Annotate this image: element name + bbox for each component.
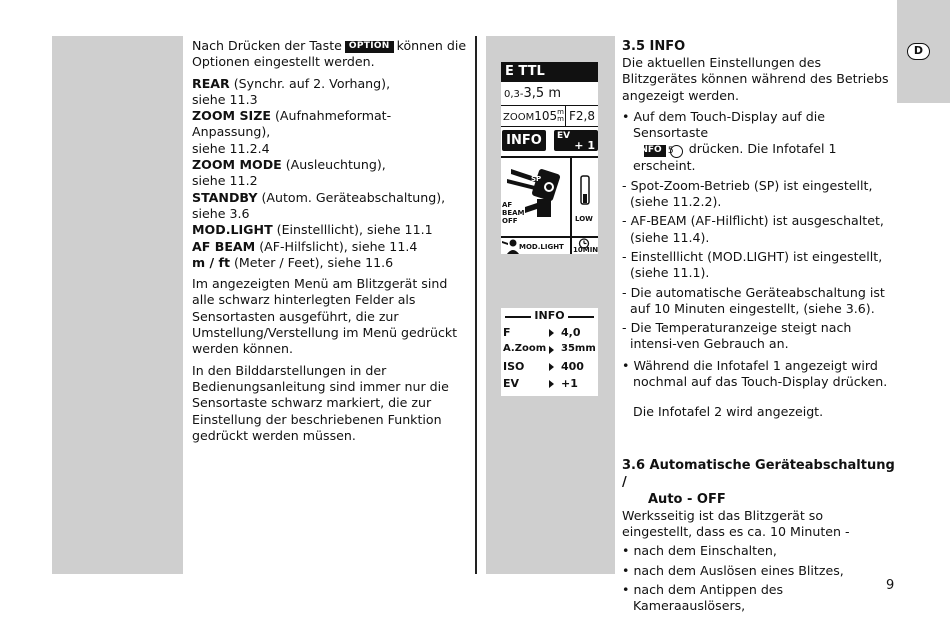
option-item: STANDBY (Autom. Geräteabschaltung), siehe 3.6 xyxy=(192,189,446,221)
right-column-text xyxy=(622,38,897,614)
info-row: A.Zoom 35mm xyxy=(503,343,596,354)
language-badge: D xyxy=(907,43,930,60)
arrow-right-icon xyxy=(549,329,554,337)
separator xyxy=(501,126,598,127)
info-panel-1 xyxy=(501,62,598,254)
dash-item: - Spot-Zoom-Betrieb (SP) ist eingestellt, (siehe 11.2.2). xyxy=(622,177,873,210)
left-column-text xyxy=(192,38,468,444)
ev-button[interactable]: EV + 1 xyxy=(554,130,598,151)
bullet-item: • nach dem Auslösen eines Blitzes, xyxy=(622,562,844,578)
section-heading-3-6: 3.6 Automatische Geräteabschaltung / Auto - OFF xyxy=(622,457,895,507)
temperature-low-label: LOW xyxy=(575,215,593,223)
circled-number-icon: 5 xyxy=(670,145,683,158)
person-light-icon xyxy=(501,238,519,254)
standby-time-label: 10MIN xyxy=(573,246,599,254)
menu-paragraph: Im angezeigten Menü am Blitzgerät sind alle schwarz hinterlegten Felder als Sensortasten ausgeführt, die zur Umstellung/Verstellung im Menü gedrückt werden können. xyxy=(192,276,458,357)
option-item: REAR (Synchr. auf 2. Vorhang), siehe 11.3 xyxy=(192,75,391,107)
separator xyxy=(565,106,566,126)
option-item: MOD.LIGHT (Einstelllicht), siehe 11.1 xyxy=(192,222,433,238)
info-row: ISO 400 xyxy=(503,360,584,373)
info-button[interactable]: INFO xyxy=(502,130,546,151)
range-readout: 0,3-3,5 m xyxy=(504,86,561,101)
info-row: EV +1 xyxy=(503,377,578,390)
section-intro: Die aktuellen Einstellungen des Blitzgerätes können während des Betriebs angezeigt werden. xyxy=(622,55,889,103)
dash-item: - Die Temperaturanzeige steigt nach intensi-ven Gebrauch an. xyxy=(622,320,852,352)
thermometer-icon xyxy=(572,158,598,208)
bullet-item: • nach dem Einschalten, xyxy=(622,543,777,559)
title-rule-right xyxy=(568,316,594,318)
info-row: F 4,0 xyxy=(503,326,581,339)
section-heading-3-5: 3.5 INFO xyxy=(622,39,686,54)
bullet-item: • Auf dem Touch-Display auf die Sensortaste INFO 5 drücken. Die Infotafel 1 erscheint. xyxy=(622,108,837,174)
arrow-right-icon xyxy=(549,380,554,388)
page-number: 9 xyxy=(886,578,895,593)
intro-paragraph: Nach Drücken der Taste OPTION können die Optionen eingestellt werden. xyxy=(192,38,467,70)
column-divider xyxy=(475,36,477,574)
dash-item: - Einstelllicht (MOD.LIGHT) ist eingestellt, (siehe 11.1). xyxy=(622,248,883,281)
info-panel-2 xyxy=(501,308,598,396)
dash-item: - AF-BEAM (AF-Hilflicht) ist ausgeschaltet, (siehe 11.4). xyxy=(622,213,884,245)
af-beam-label: AF BEAM OFF xyxy=(502,201,525,225)
bullet-item: • Während die Infotafel 1 angezeigt wird nochmal auf das Touch-Display drücken. xyxy=(622,357,888,390)
option-item: ZOOM SIZE (Aufnahmeformat-Anpassung), siehe 11.2.4 xyxy=(192,108,392,156)
result-text: Die Infotafel 2 wird angezeigt. xyxy=(633,404,824,420)
section-intro: Werksseitig ist das Blitzgerät so eingestellt, dass es ca. 10 Minuten - xyxy=(622,507,850,539)
arrow-right-icon xyxy=(549,346,554,354)
arrow-right-icon xyxy=(549,363,554,371)
option-key-badge: OPTION xyxy=(345,41,394,53)
info-key-badge: INFO xyxy=(644,145,666,157)
aperture-readout: F2,8 xyxy=(569,109,595,123)
dash-item: - Die automatische Geräteabschaltung ist auf 10 Minuten eingestellt, (siehe 3.6). xyxy=(622,284,885,316)
zoom-readout: ZOOM105m m xyxy=(503,108,564,123)
option-item: ZOOM MODE (Ausleuchtung), siehe 11.2 xyxy=(192,157,386,189)
bullet-item: • nach dem Antippen des Kameraauslösers, xyxy=(622,581,784,614)
info-panel-title: INFO xyxy=(534,309,565,322)
mod-light-label: MOD.LIGHT xyxy=(519,243,564,251)
option-item: AF BEAM (AF-Hilfslicht), siehe 11.4 xyxy=(192,238,418,254)
illustration-paragraph: In den Bilddarstellungen in der Bedienungsanleitung sind immer nur die Sensortaste schwarz markiert, die zur Einstellung der beschriebenen Funktion gedrückt werden müssen. xyxy=(192,362,449,443)
mode-header[interactable]: E TTL xyxy=(501,62,598,82)
left-margin-band xyxy=(52,36,183,574)
option-item: m / ft (Meter / Feet), siehe 11.6 xyxy=(192,254,394,270)
spot-zoom-label: SP xyxy=(531,175,542,183)
separator xyxy=(501,105,598,106)
